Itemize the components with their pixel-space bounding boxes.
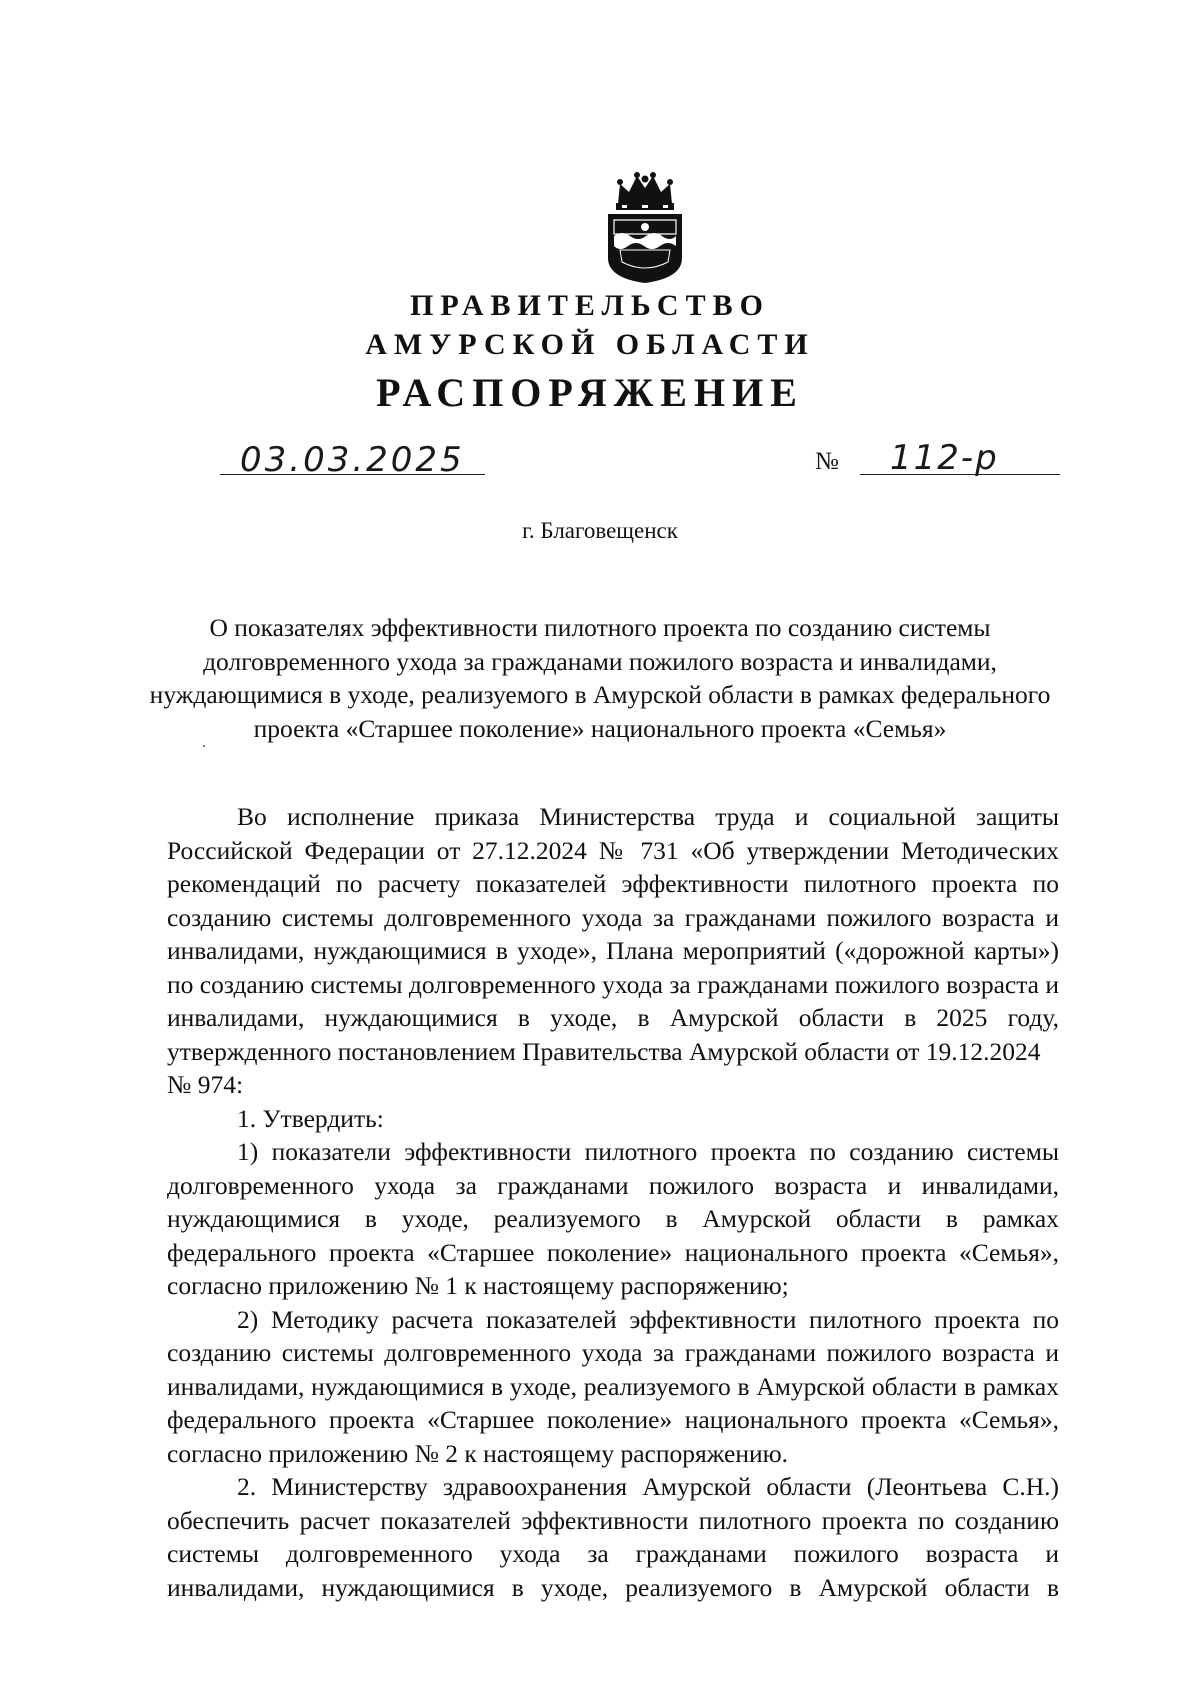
paragraph-item-1-2: 2) Методику расчета показателей эффективности пилотного проекта по созданию системы долговременного ухода за гражданами пожилого возраста и инвалидами, нуждающимися в уходе, реализуемого в Амурской области в рамках федерального проекта «Старшее поколение» национального проекта «Семья», согласно приложению № 2 к настоящему распоряжению. — [167, 1304, 1059, 1468]
paragraph-item-1: 1. Утвердить: — [237, 1103, 384, 1133]
paragraph-preamble-end: № 974: — [167, 1070, 244, 1099]
scan-speck — [203, 745, 205, 747]
document-type: РАСПОРЯЖЕНИЕ — [376, 370, 804, 415]
paragraph-preamble: Во исполнение приказа Министерства труда и социальной защиты Российской Федерации от 27.12.2024 № 731 «Об утверждении Методических рекомендаций по расчету показателей эффективности пилотного проекта по созданию системы долговременного ухода за гражданами пожилого возраста и инвалидами, нуждающимися в уходе», Плана мероприятий («дорожной карты») по созданию системы долговременного ухода за гражданами пожилого возраста и инвалидами, нуждающимися в уходе, в Амурской области в 2025 году, утвержденного постановлением Правительства Амурской области от 19.12.2024 — [167, 802, 1059, 1066]
document-number: 112-р — [890, 438, 999, 478]
organization-name-line1: ПРАВИТЕЛЬСТВО — [410, 289, 770, 322]
number-underline — [860, 474, 1060, 475]
organization-name-line2: АМУРСКОЙ ОБЛАСТИ — [365, 328, 815, 361]
number-label: № — [815, 448, 839, 475]
document-date: 03.03.2025 — [240, 440, 465, 480]
document-body — [167, 800, 1059, 1604]
date-underline — [220, 474, 485, 475]
city: г. Благовещенск — [522, 518, 678, 543]
paragraph-item-1-1: 1) показатели эффективности пилотного проекта по созданию системы долговременного ухода за гражданами пожилого возраста и инвалидами, нуждающимися в уходе, реализуемого в Амурской области в рамках федерального проекта «Старшее поколение» национального проекта «Семья», согласно приложению № 1 к настоящему распоряжению; — [167, 1137, 1059, 1300]
paragraph-item-2: 2. Министерству здравоохранения Амурской области (Леонтьева С.Н.) обеспечить расчет показателей эффективности пилотного проекта по созданию системы долговременного ухода за гражданами пожилого возраста и инвалидами, нуждающимися в уходе, реализуемого в Амурской области в — [167, 1472, 1059, 1602]
coat-of-arms-icon — [600, 170, 690, 285]
document-title: О показателях эффективности пилотного проекта по созданию системы долговременного ухода за гражданами пожилого возраста и инвалидами, нуждающимися в уходе, реализуемого в Амурской области в рамках федерального проекта «Старшее поколение» национального проекта «Семья» — [149, 613, 1051, 743]
